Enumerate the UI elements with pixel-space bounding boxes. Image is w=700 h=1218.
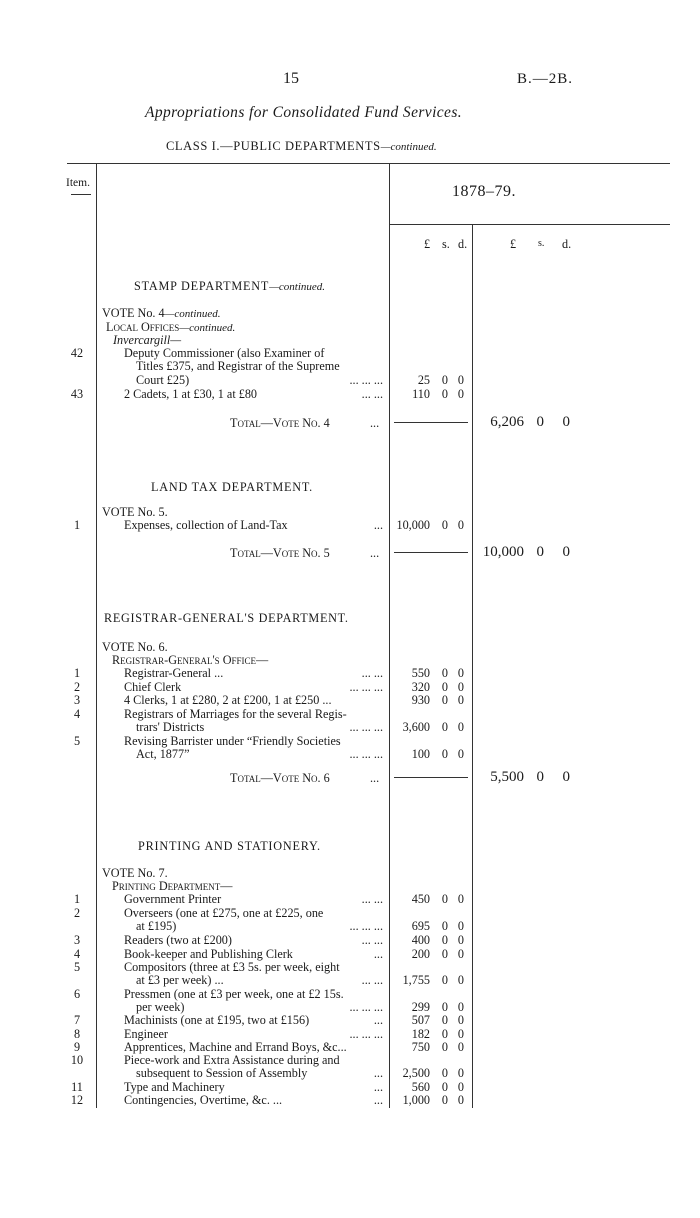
page-number: 15 [283, 70, 299, 87]
amount-pence: 0 [457, 666, 464, 680]
amount-pounds: 299 [411, 1000, 430, 1015]
amount-pounds: 550 [411, 666, 430, 680]
line-item-text: subsequent to Session of Assembly [136, 1066, 308, 1081]
item-column-rule [96, 163, 97, 1108]
item-number: 4 [73, 947, 81, 961]
stamp-total-rule [394, 422, 468, 423]
line-item-text: Revising Barrister under “Friendly Societies [124, 734, 341, 748]
leader-dots: ... [373, 1080, 383, 1094]
item-number: 4 [73, 707, 81, 721]
line-item-text: Readers (two at £200) [124, 933, 232, 947]
registrar-total-label: Total—Vote No. 6 [230, 771, 330, 785]
line-item-text: Overseers (one at £275, one at £225, one [124, 906, 324, 920]
item-number: 1 [73, 892, 81, 906]
amount-pounds: 1,755 [402, 973, 430, 988]
amount-pence: 0 [457, 1093, 464, 1107]
amount-pounds: 3,600 [402, 720, 430, 735]
stamp-vote [102, 306, 221, 321]
landtax-total-pounds: 10,000 [482, 544, 524, 560]
pence-col-1: d. [458, 237, 468, 251]
amount-shillings: 0 [441, 1027, 448, 1041]
amount-pence: 0 [457, 1040, 464, 1054]
registrar-vote: VOTE No. 6. [102, 640, 168, 654]
shillings-col-2: s. [538, 238, 545, 249]
leader-dots: ... ... ... [349, 919, 383, 934]
leader-dots: ... ... [361, 387, 383, 401]
amount-shillings: 0 [441, 387, 448, 401]
line-item-text: Registrar-General ... [124, 666, 224, 680]
amount-shillings: 0 [441, 1080, 448, 1094]
registrar-total-pence: 0 [562, 769, 570, 785]
amount-pounds: 450 [411, 892, 430, 906]
stamp-heading-text: STAMP DEPARTMENT [134, 279, 270, 293]
line-item-text: Government Printer [124, 892, 222, 906]
amount-pence: 0 [457, 973, 464, 988]
amount-pence: 0 [457, 1013, 464, 1027]
leader-dots: ... [373, 1066, 383, 1081]
line-item-text: at £195) [136, 919, 177, 934]
item-column-label: Item. [66, 177, 90, 189]
class-heading-continued: —continued. [380, 141, 437, 153]
leader-dots: ... [373, 1013, 383, 1027]
amount-shillings: 0 [441, 720, 448, 735]
amount-pounds: 110 [412, 387, 430, 401]
stamp-place: Invercargill— [113, 333, 182, 347]
amount-pounds: 320 [411, 680, 430, 694]
amount-pence: 0 [457, 919, 464, 934]
amount-pounds: 1,000 [402, 1093, 430, 1107]
line-item-text: Pressmen (one at £3 per week, one at £2 15s. [124, 987, 344, 1001]
amount-shillings: 0 [441, 892, 448, 906]
item-number: 12 [70, 1093, 84, 1107]
printing-vote: VOTE No. 7. [102, 866, 168, 880]
amount-shillings: 0 [441, 933, 448, 947]
item-number: 6 [73, 987, 81, 1001]
item-number: 1 [73, 518, 81, 532]
landtax-total-dots: ... [370, 546, 380, 560]
amount-pounds: 182 [411, 1027, 430, 1041]
leader-dots: ... ... ... [349, 1000, 383, 1015]
line-item-text: 2 Cadets, 1 at £30, 1 at £80 [124, 387, 258, 401]
item-number: 42 [70, 346, 84, 360]
stamp-total-dots: ... [370, 416, 380, 430]
stamp-total-pence: 0 [562, 414, 570, 430]
amount-pounds: 750 [411, 1040, 430, 1054]
class-heading [166, 139, 437, 154]
amount-pounds: 560 [411, 1080, 430, 1094]
pounds-col-2: £ [510, 237, 517, 251]
page-title: Appropriations for Consolidated Fund Services. [145, 104, 463, 121]
line-item-text: Machinists (one at £195, two at £156) [124, 1013, 310, 1027]
amount-column-rule [389, 163, 390, 1108]
item-number: 5 [73, 960, 81, 974]
amount-pence: 0 [457, 747, 464, 762]
line-item-text: per week) [136, 1000, 185, 1015]
amount-shillings: 0 [441, 693, 448, 707]
amount-shillings: 0 [441, 518, 448, 532]
leader-dots: ... ... [361, 666, 383, 680]
amount-pounds: 100 [411, 747, 430, 762]
stamp-total-label: Total—Vote No. 4 [230, 416, 330, 430]
amount-pence: 0 [457, 680, 464, 694]
registrar-total-dots: ... [370, 771, 380, 785]
item-number: 9 [73, 1040, 81, 1054]
amount-pounds: 930 [411, 693, 430, 707]
line-item-text: Chief Clerk [124, 680, 182, 694]
line-item-text: 4 Clerks, 1 at £280, 2 at £200, 1 at £250 ... [124, 693, 332, 707]
landtax-heading: LAND TAX DEPARTMENT. [151, 480, 314, 494]
line-item-text: Piece-work and Extra Assistance during and [124, 1053, 340, 1067]
year-heading: 1878–79. [452, 183, 516, 200]
line-item-text: Deputy Commissioner (also Examiner of [124, 346, 325, 360]
item-number: 7 [73, 1013, 81, 1027]
registrar-heading: REGISTRAR-GENERAL'S DEPARTMENT. [104, 611, 349, 625]
class-heading-main: CLASS I.—PUBLIC DEPARTMENTS [166, 139, 381, 153]
amount-pence: 0 [457, 933, 464, 947]
line-item-text: Type and Machinery [124, 1080, 225, 1094]
line-item-text: Compositors (three at £3 5s. per week, eight [124, 960, 340, 974]
amount-pence: 0 [457, 1027, 464, 1041]
amount-shillings: 0 [441, 680, 448, 694]
registrar-total-shillings: 0 [536, 769, 544, 785]
line-item-text: Court £25) [136, 372, 190, 387]
amount-pence: 0 [457, 387, 464, 401]
amount-pence: 0 [457, 947, 464, 961]
item-number: 2 [73, 680, 81, 694]
leader-dots: ... ... [361, 892, 383, 906]
item-number: 8 [73, 1027, 81, 1041]
pence-col-2: d. [562, 237, 572, 251]
shillings-col-1: s. [442, 237, 450, 251]
amount-pence: 0 [457, 892, 464, 906]
landtax-total-rule [394, 552, 468, 553]
item-number: 5 [73, 734, 81, 748]
leader-dots: ... [373, 518, 383, 532]
amount-pence: 0 [457, 1000, 464, 1015]
line-item-text: Registrars of Marriages for the several Regis- [124, 707, 347, 721]
leader-dots: ... ... ... [349, 1027, 383, 1041]
line-item-text: Titles £375, and Registrar of the Supreme [136, 359, 340, 374]
line-item-text: Book-keeper and Publishing Clerk [124, 947, 293, 961]
amount-pounds: 695 [411, 919, 430, 934]
table-top-rule [67, 163, 670, 164]
landtax-total-label: Total—Vote No. 5 [230, 546, 330, 560]
landtax-total-shillings: 0 [536, 544, 544, 560]
line-item-text: Contingencies, Overtime, &c. ... [124, 1093, 283, 1107]
amount-pence: 0 [457, 1080, 464, 1094]
amount-pounds: 400 [411, 933, 430, 947]
line-item-text: Act, 1877” [136, 747, 190, 762]
amount-shillings: 0 [441, 666, 448, 680]
printing-heading: PRINTING AND STATIONERY. [138, 839, 321, 853]
document-code: B.—2B. [517, 71, 574, 87]
amount-shillings: 0 [441, 747, 448, 762]
leader-dots: ... ... ... [349, 372, 383, 387]
stamp-heading-continued: —continued. [269, 281, 326, 293]
year-underline [390, 224, 670, 225]
line-item-text: Expenses, collection of Land-Tax [124, 518, 288, 532]
item-number: 3 [73, 693, 81, 707]
leader-dots: ... [373, 1093, 383, 1107]
leader-dots: ... ... ... [349, 747, 383, 762]
amount-pounds: 200 [411, 947, 430, 961]
item-number: 1 [73, 666, 81, 680]
subtotal-column-rule [472, 224, 473, 1108]
amount-shillings: 0 [441, 947, 448, 961]
amount-pence: 0 [457, 720, 464, 735]
landtax-vote: VOTE No. 5. [102, 505, 168, 519]
amount-pounds: 2,500 [402, 1066, 430, 1081]
stamp-sub-text: Local Offices [106, 320, 180, 334]
amount-shillings: 0 [441, 919, 448, 934]
amount-pounds: 507 [411, 1013, 430, 1027]
amount-shillings: 0 [441, 372, 448, 387]
stamp-total-pounds: 6,206 [490, 414, 524, 430]
leader-dots: ... [373, 947, 383, 961]
amount-pence: 0 [457, 372, 464, 387]
amount-pence: 0 [457, 693, 464, 707]
line-item-text: trars' Districts [136, 720, 205, 735]
amount-pounds: 25 [417, 372, 430, 387]
stamp-vote-text: VOTE No. 4 [102, 306, 165, 320]
line-item-text: Apprentices, Machine and Errand Boys, &c... [124, 1040, 347, 1054]
leader-dots: ... ... [361, 933, 383, 947]
item-number: 3 [73, 933, 81, 947]
line-item-text: Engineer [124, 1027, 168, 1041]
stamp-sub-continued: —continued. [179, 322, 236, 334]
amount-shillings: 0 [441, 1000, 448, 1015]
registrar-total-rule [394, 777, 468, 778]
landtax-total-pence: 0 [562, 544, 570, 560]
amount-shillings: 0 [441, 1093, 448, 1107]
stamp-total-shillings: 0 [536, 414, 544, 430]
registrar-total-pounds: 5,500 [490, 769, 524, 785]
leader-dots: ... ... [361, 973, 383, 988]
pounds-col-1: £ [424, 237, 431, 251]
stamp-vote-continued: —continued. [164, 308, 221, 320]
amount-shillings: 0 [441, 973, 448, 988]
leader-dots: ... ... ... [349, 720, 383, 735]
amount-pence: 0 [457, 1066, 464, 1081]
leader-dots: ... ... ... [349, 680, 383, 694]
registrar-sub: Registrar-General's Office— [112, 653, 269, 667]
amount-shillings: 0 [441, 1066, 448, 1081]
item-number: 2 [73, 906, 81, 920]
line-item-text: at £3 per week) ... [136, 973, 224, 988]
item-underline [71, 194, 91, 195]
item-number: 43 [70, 387, 84, 401]
stamp-heading [134, 279, 325, 294]
amount-shillings: 0 [441, 1040, 448, 1054]
amount-shillings: 0 [441, 1013, 448, 1027]
amount-pence: 0 [457, 518, 464, 532]
amount-pounds: 10,000 [396, 518, 430, 532]
item-number: 10 [70, 1053, 84, 1067]
item-number: 11 [71, 1080, 83, 1094]
printing-sub: Printing Department— [112, 879, 233, 893]
